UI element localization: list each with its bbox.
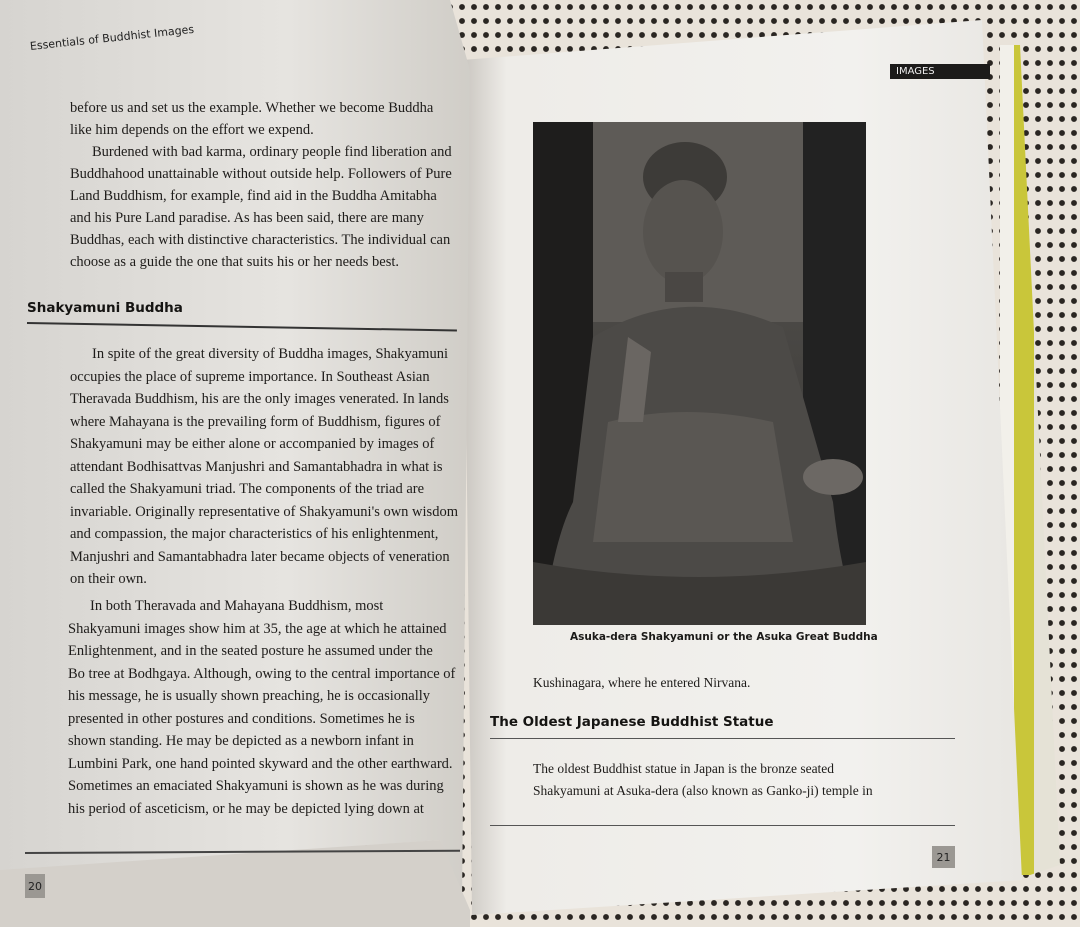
- text-line: his message, he is usually shown preaching, he is occasionally: [68, 688, 431, 704]
- text-line: where Mahayana is the prevailing form of Buddhism, figures of: [70, 413, 441, 430]
- text-line: Land Buddhism, for example, find aid in the Buddha Amitabha: [70, 188, 437, 204]
- heading-rule-right: [490, 738, 955, 739]
- text-line: and his Pure Land paradise. As has been said, there are many: [70, 210, 424, 226]
- text-line: In spite of the great diversity of Buddha images, Shakyamuni: [92, 346, 448, 362]
- text-line: before us and set us the example. Whether we become Buddha: [70, 100, 434, 116]
- text-line: Buddhas, each with distinctive characteristics. The individual can: [70, 232, 451, 248]
- continuation-text: Kushinagara, where he entered Nirvana.: [533, 675, 751, 690]
- text-line: and compassion, the major characteristics of his enlightenment,: [70, 526, 439, 542]
- text-line: shown standing. He may be depicted as a newborn infant in: [68, 733, 414, 749]
- running-head: Essentials of Buddhist Images: [29, 22, 195, 53]
- text-line: Bo tree at Bodhgaya. Although, owing to the central importance of: [68, 665, 456, 682]
- text-line: Manjushri and Samantabhadra later became objects of veneration: [70, 548, 450, 565]
- footer-rule-right: [490, 825, 955, 826]
- text-line: Theravada Buddhism, his are the only images venerated. In lands: [70, 391, 449, 407]
- text-line: Shakyamuni at Asuka-dera (also known as Ganko-ji) temple in: [533, 783, 873, 798]
- photo-caption: Asuka-dera Shakyamuni or the Asuka Great Buddha: [570, 631, 878, 643]
- section-tab: IMAGES: [890, 64, 990, 79]
- text-line: The oldest Buddhist statue in Japan is the bronze seated: [533, 761, 835, 776]
- section-heading-shakyamuni: Shakyamuni Buddha: [27, 300, 183, 316]
- text-line: Lumbini Park, one hand pointed skyward and the other earthward.: [68, 755, 453, 772]
- text-line: choose as a guide the one that suits his or her needs best.: [70, 254, 399, 270]
- text-line: presented in other postures and conditions. Sometimes he is: [68, 710, 415, 727]
- text-line: In both Theravada and Mahayana Buddhism, most: [90, 598, 384, 614]
- buddha-photo: [533, 122, 866, 625]
- text-line: Buddhahood unattainable without outside help. Followers of Pure: [70, 166, 452, 182]
- text-line: Burdened with bad karma, ordinary people find liberation and: [92, 144, 452, 160]
- text-line: occupies the place of supreme importance. In Southeast Asian: [70, 368, 430, 385]
- section-heading-oldest-statue: The Oldest Japanese Buddhist Statue: [490, 714, 774, 730]
- page-number-left: 20: [25, 874, 45, 898]
- text-line: called the Shakyamuni triad. The components of the triad are: [70, 481, 425, 497]
- buddha-statue-image: [533, 122, 866, 625]
- text-line: Shakyamuni may be either alone or accompanied by images of: [70, 436, 435, 452]
- text-line: his period of asceticism, or he may be depicted lying down at: [68, 800, 424, 817]
- text-line: like him depends on the effort we expend.: [70, 122, 314, 138]
- text-line: Shakyamuni images show him at 35, the age at which he attained: [68, 620, 447, 637]
- text-line: on their own.: [70, 571, 147, 587]
- text-line: Enlightenment, and in the seated posture he assumed under the: [68, 643, 433, 659]
- text-line: attendant Bodhisattvas Manjushri and Samantabhadra in what is: [70, 458, 443, 475]
- text-line: invariable. Originally representative of Shakyamuni's own wisdom: [70, 503, 458, 520]
- text-line: Sometimes an emaciated Shakyamuni is shown as he was during: [68, 778, 444, 794]
- page-number-right: 21: [932, 846, 955, 868]
